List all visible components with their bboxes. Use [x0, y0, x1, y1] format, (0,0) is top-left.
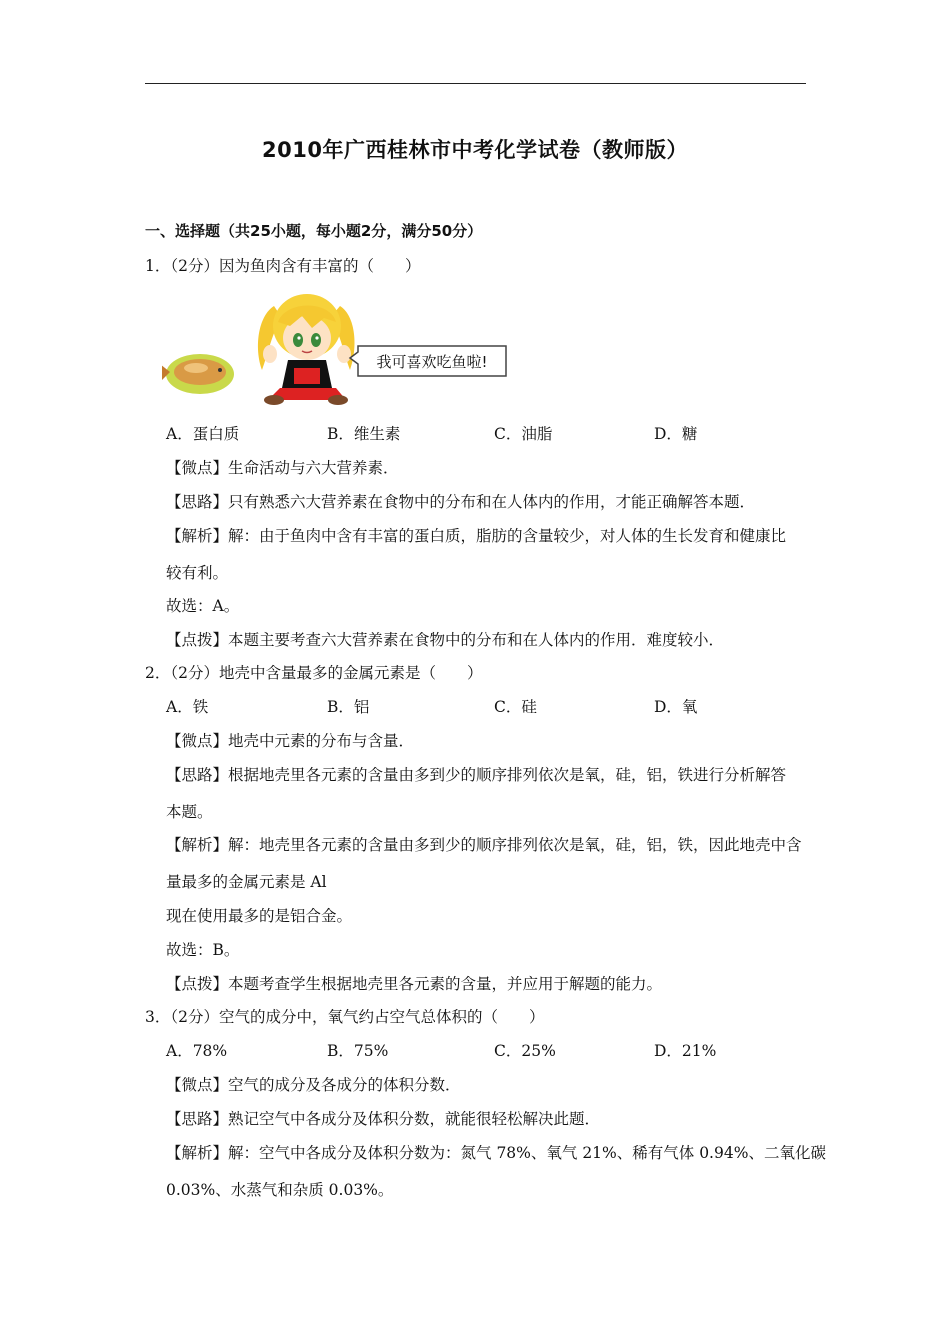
q2-dianbo: [166, 974, 662, 994]
q3-silu: [166, 1109, 600, 1129]
q1-jiexi: [166, 526, 786, 546]
q2-weidian: [166, 731, 414, 751]
q3-weidian: [166, 1075, 461, 1095]
q2-option-c: C．硅: [494, 698, 537, 716]
question-1-stem: 1．（2分）因为鱼肉含有丰富的（ ）: [145, 257, 421, 275]
q2-option-b: B．铝: [327, 698, 370, 716]
question-3-stem: 3．（2分）空气的成分中，氧气约占空气总体积的（ ）: [145, 1008, 545, 1026]
weidian-label: 【微点】: [166, 459, 229, 477]
q1-jiexi-line-2: 较有利。: [166, 564, 229, 582]
q3-jiexi: [166, 1143, 826, 1163]
question-2-stem: 2．（2分）地壳中含量最多的金属元素是（ ）: [145, 664, 483, 682]
weidian-text: 地壳中元素的分布与含量．: [228, 732, 415, 750]
q2-silu-line-2: 本题。: [166, 803, 213, 821]
weidian-label: 【微点】: [166, 732, 229, 750]
silu-text: 熟记空气中各成分及体积分数，就能很轻松解决此题．: [228, 1110, 601, 1128]
dianbo-label: 【点拨】: [166, 975, 229, 993]
q1-silu: [166, 492, 755, 512]
dianbo-text: 本题考查学生根据地壳里各元素的含量，并应用于解题的能力。: [228, 975, 663, 993]
dianbo-label: 【点拨】: [166, 631, 229, 649]
jiexi-label: 【解析】: [166, 1144, 229, 1162]
jiexi-text: 解：空气中各成分及体积分数为：氮气 78%、氧气 21%、稀有气体 0.94%、二氧化碳: [228, 1144, 826, 1162]
q1-dianbo: [166, 630, 724, 650]
question-1-illustration: [162, 288, 512, 410]
silu-text: 只有熟悉六大营养素在食物中的分布和在人体内的作用，才能正确解答本题．: [228, 493, 756, 511]
q2-jiexi: [166, 835, 802, 855]
q2-jiexi-line-2: 量最多的金属元素是 Al: [166, 873, 327, 891]
q3-jiexi-line-2: 0.03%、水蒸气和杂质 0.03%。: [166, 1181, 394, 1199]
q1-option-a: A．蛋白质: [166, 425, 240, 443]
fish-icon: [162, 354, 234, 394]
q2-answer: 故选：B。: [166, 941, 240, 959]
q1-answer: 故选：A。: [166, 597, 240, 615]
jiexi-label: 【解析】: [166, 527, 229, 545]
q3-option-a: A．78%: [166, 1042, 228, 1060]
weidian-text: 空气的成分及各成分的体积分数．: [228, 1076, 461, 1094]
q2-option-a: A．铁: [166, 698, 209, 716]
dianbo-text: 本题主要考查六大营养素在食物中的分布和在人体内的作用．难度较小．: [228, 631, 725, 649]
silu-text: 根据地壳里各元素的含量由多到少的顺序排列依次是氧，硅，铝，铁进行分析解答: [228, 766, 787, 784]
q3-option-c: C．25%: [494, 1042, 556, 1060]
q2-option-d: D．氧: [654, 698, 698, 716]
q1-option-c: C．油脂: [494, 425, 553, 443]
jiexi-text: 解：由于鱼肉中含有丰富的蛋白质，脂肪的含量较少，对人体的生长发育和健康比: [228, 527, 787, 545]
q1-option-b: B．维生素: [327, 425, 401, 443]
girl-character-icon: [258, 294, 355, 405]
q1-weidian: [166, 458, 399, 478]
silu-label: 【思路】: [166, 1110, 229, 1128]
jiexi-text: 解：地壳里各元素的含量由多到少的顺序排列依次是氧，硅，铝，铁，因此地壳中含: [228, 836, 802, 854]
section-heading: 一、选择题（共25小题，每小题2分，满分50分）: [145, 222, 483, 240]
q2-jiexi-line-3: 现在使用最多的是铝合金。: [166, 907, 353, 925]
q3-option-d: D．21%: [654, 1042, 717, 1060]
speech-bubble: [350, 346, 506, 376]
silu-label: 【思路】: [166, 766, 229, 784]
page-title: 2010年广西桂林市中考化学试卷（教师版）: [262, 138, 688, 162]
q2-silu: [166, 765, 786, 785]
weidian-text: 生命活动与六大营养素．: [228, 459, 399, 477]
silu-label: 【思路】: [166, 493, 229, 511]
q3-option-b: B．75%: [327, 1042, 389, 1060]
speech-bubble-text: 我可喜欢吃鱼啦!: [376, 353, 488, 371]
jiexi-label: 【解析】: [166, 836, 229, 854]
weidian-label: 【微点】: [166, 1076, 229, 1094]
header-rule: [145, 83, 806, 84]
q1-option-d: D．糖: [654, 425, 698, 443]
